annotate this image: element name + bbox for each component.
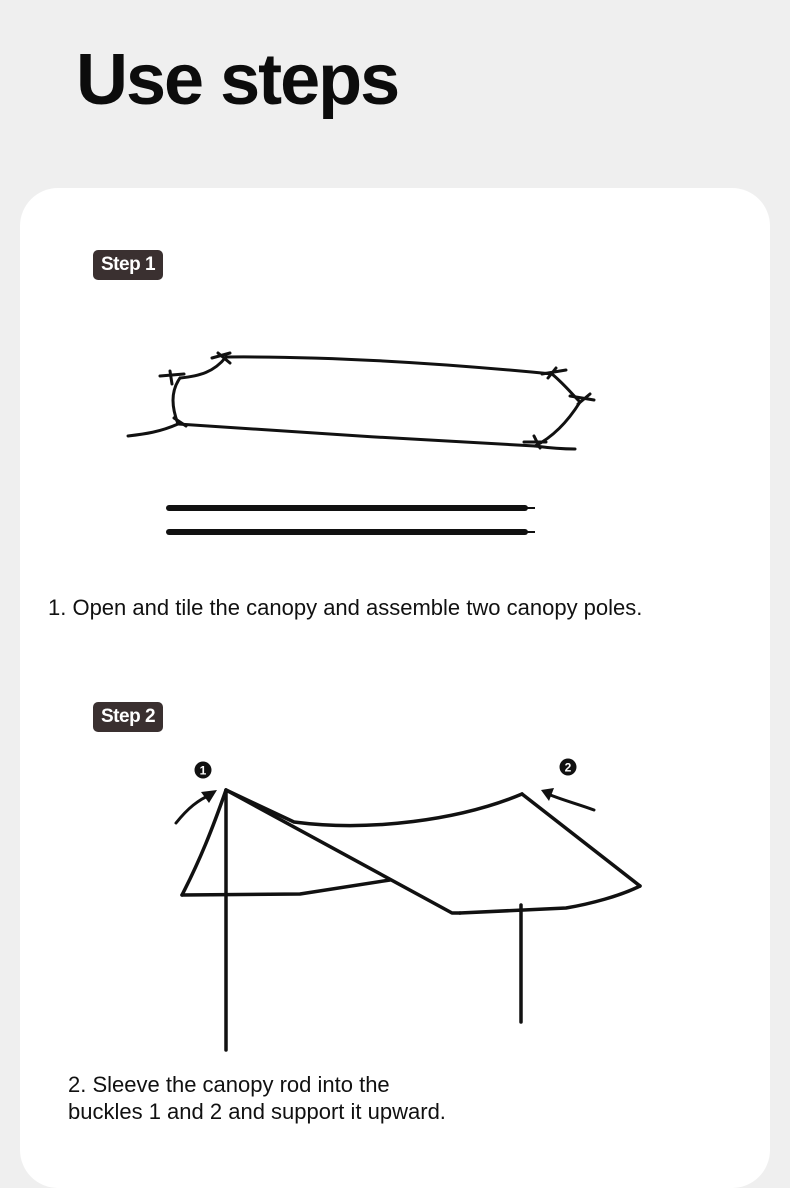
marker-1-label: 1 <box>199 763 207 778</box>
step-1-badge: Step 1 <box>93 250 163 280</box>
marker-2-icon <box>560 759 577 776</box>
step-2-badge: Step 2 <box>93 702 163 732</box>
raised-canopy-drawing <box>182 790 640 1050</box>
step-2-description-line-2: buckles 1 and 2 and support it upward. <box>68 1099 446 1124</box>
step-1-description: 1. Open and tile the canopy and assemble two canopy poles. <box>48 595 643 620</box>
step-2-description-line-1: 2. Sleeve the canopy rod into the <box>68 1072 390 1097</box>
arrow-2-icon <box>541 788 594 810</box>
marker-1-icon <box>195 762 212 779</box>
arrow-1-icon <box>176 790 217 823</box>
page-title: Use steps <box>76 40 399 120</box>
marker-2-label: 2 <box>564 760 572 775</box>
